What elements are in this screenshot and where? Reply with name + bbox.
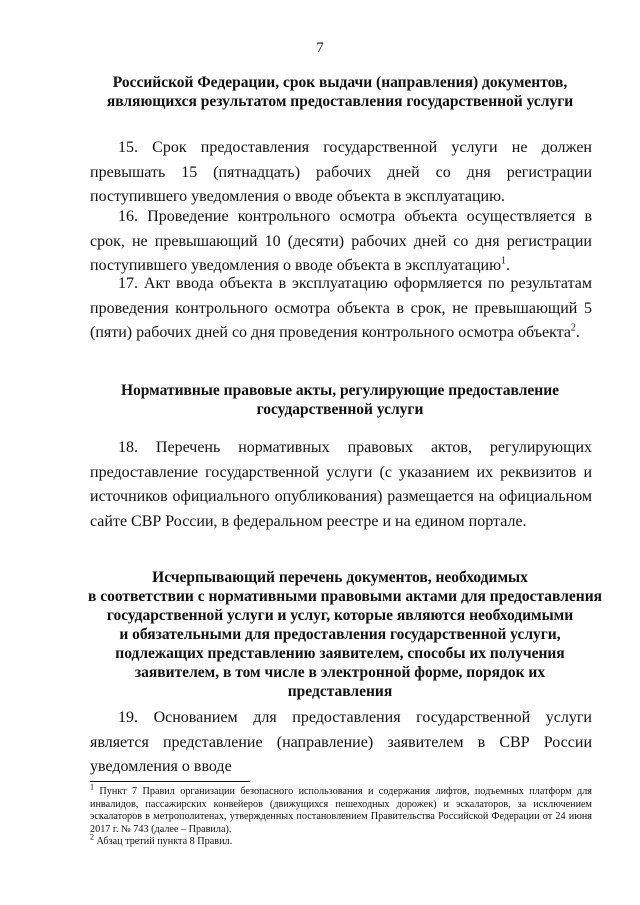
heading-line: подлежащих представлению заявителем, способы их получения bbox=[115, 645, 565, 662]
footnote-separator bbox=[90, 781, 250, 782]
paragraph-17 bbox=[90, 272, 592, 346]
footnote-text: Пункт 7 Правил организации безопасного использования и содержания лифтов, подъемных платформ для инвалидов, пассажирских конвейеров (движущихся пешеходных дорожек) и эскалаторов, за исключением эскалаторов в метрополитенах, утвержденных постановлением Правительства Российской Федерации от 24 июня 2017 г. № 743 (далее – Правила). bbox=[90, 786, 592, 835]
paragraph-text: 15. Срок предоставления государственной услуги не должен превышать 15 (пятнадцать) рабочих дней со дня регистрации поступившего уведомления о вводе объекта в эксплуатацию. bbox=[90, 139, 592, 205]
section-heading-legal-acts bbox=[88, 381, 592, 419]
footnote-2 bbox=[90, 832, 592, 849]
footnote-text: Абзац третий пункта 8 Правил. bbox=[94, 836, 233, 847]
page-number: 7 bbox=[316, 40, 324, 56]
paragraph-15 bbox=[90, 136, 592, 210]
paragraph-19 bbox=[90, 706, 592, 780]
footnote-mark: 2 bbox=[90, 832, 94, 842]
paragraph-16 bbox=[90, 205, 592, 279]
footnote-ref: 1 bbox=[501, 255, 507, 267]
heading-line: Исчерпывающий перечень документов, необходимых bbox=[152, 569, 528, 586]
paragraph-text: 17. Акт ввода объекта в эксплуатацию оформляется по результатам проведения контрольного осмотра объекта в срок, не превышающий 5 (пяти) рабочих дней со дня проведения контрольного осмотра объекта bbox=[90, 275, 592, 341]
paragraph-18 bbox=[90, 436, 592, 534]
heading-line: государственной услуги bbox=[256, 401, 424, 418]
punctuation: . bbox=[575, 324, 580, 341]
heading-line: Нормативные правовые акты, регулирующие предоставление bbox=[120, 382, 560, 399]
heading-line: представления bbox=[287, 683, 393, 700]
footnote-1 bbox=[90, 782, 592, 836]
heading-line: и обязательными для предоставления государственной услуги, bbox=[119, 626, 561, 643]
heading-line: являющихся результатом предоставления государственной услуги bbox=[106, 93, 574, 110]
footnote-mark: 1 bbox=[90, 782, 94, 792]
heading-line: Российской Федерации, срок выдачи (направления) документов, bbox=[112, 74, 568, 91]
footnote-ref: 2 bbox=[570, 322, 576, 334]
section-heading-deadline bbox=[88, 73, 592, 111]
heading-line: в соответствии с нормативными правовыми актами для предоставления bbox=[88, 588, 603, 605]
paragraph-text: 18. Перечень нормативных правовых актов, регулирующих предоставление государственной услуги (с указанием их реквизитов и источников официального опубликования) размещается на официальном сайте СВР России, в федеральном реестре и на едином портале. bbox=[90, 439, 592, 530]
punctuation: . bbox=[506, 257, 511, 274]
heading-line: заявителем, в том числе в электронной форме, порядок их bbox=[134, 664, 546, 681]
section-heading-documents bbox=[88, 568, 603, 701]
paragraph-text: 16. Проведение контрольного осмотра объекта осуществляется в срок, не превышающий 10 (десяти) рабочих дней со дня регистрации поступившего уведомления о вводе объекта в эксплуатацию bbox=[90, 208, 592, 274]
heading-line: государственной услуги и услуг, которые являются необходимыми bbox=[106, 607, 574, 624]
paragraph-text: 19. Основанием для предоставления государственной услуги является представление (направление) заявителем в СВР России уведомления о вводе bbox=[90, 709, 592, 775]
